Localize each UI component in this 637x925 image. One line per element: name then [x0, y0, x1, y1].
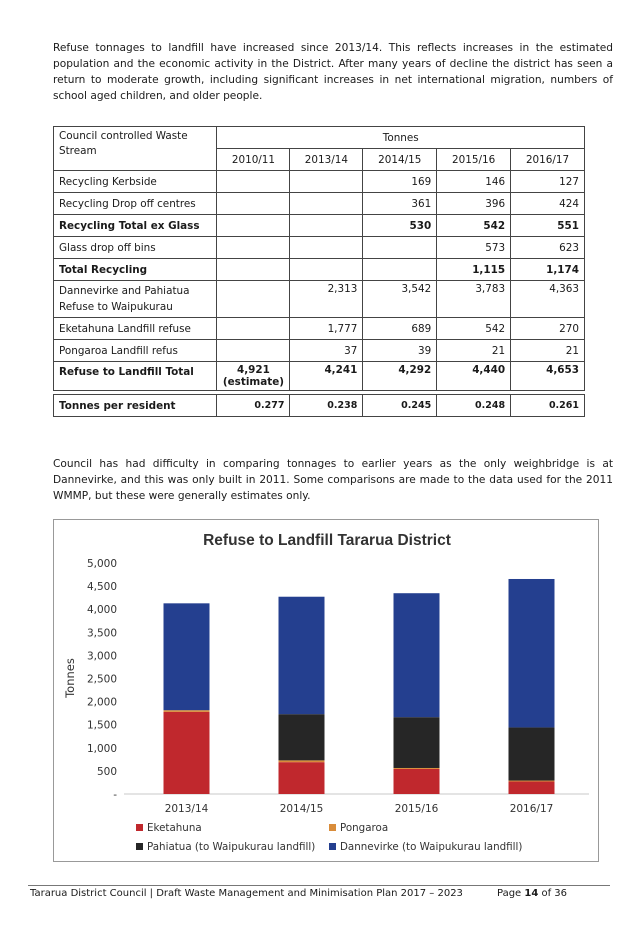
value-cell: 1,174 — [511, 259, 585, 281]
y-tick-label: - — [113, 789, 117, 801]
value-cell: 396 — [437, 193, 511, 215]
value-cell — [217, 362, 290, 391]
stream-header: Council controlled Waste Stream — [54, 127, 217, 171]
bar-segment-pongaroa — [164, 710, 210, 712]
year-header: 2010/11 — [217, 149, 290, 171]
footer-divider — [28, 885, 610, 886]
row-label: Recycling Drop off centres — [54, 193, 217, 215]
value-cell: 3,542 — [363, 281, 437, 318]
value-cell — [217, 193, 290, 215]
bar-segment-pongaroa — [394, 768, 440, 769]
value-cell — [290, 171, 363, 193]
legend-label: Pongaroa — [340, 822, 389, 834]
value-cell: 2,313 — [290, 281, 363, 318]
row-label: Tonnes per resident — [54, 395, 217, 417]
estimate-value: 4,921 — [237, 364, 270, 376]
value-cell: 542 — [437, 215, 511, 237]
row-label: Recycling Total ex Glass — [54, 215, 217, 237]
chart-title: Refuse to Landfill Tararua District — [203, 532, 451, 549]
value-cell — [290, 237, 363, 259]
value-cell — [290, 193, 363, 215]
row-label: Eketahuna Landfill refuse — [54, 318, 217, 340]
x-tick-label: 2013/14 — [164, 803, 209, 815]
value-cell: 623 — [511, 237, 585, 259]
value-cell — [217, 281, 290, 318]
year-header: 2014/15 — [363, 149, 437, 171]
bar-segment-pahiatua — [279, 714, 325, 760]
value-cell: 146 — [437, 171, 511, 193]
tonnes-header: Tonnes — [217, 127, 585, 149]
y-tick-label: 5,000 — [86, 558, 117, 570]
value-cell — [217, 318, 290, 340]
table-row — [54, 193, 585, 215]
value-cell — [363, 259, 437, 281]
table-row — [54, 171, 585, 193]
value-cell — [363, 237, 437, 259]
value-cell: 551 — [511, 215, 585, 237]
refuse-chart — [53, 519, 599, 862]
table-row — [54, 259, 585, 281]
y-tick-label: 1,500 — [86, 719, 117, 732]
value-cell: 3,783 — [437, 281, 511, 318]
table-row — [54, 215, 585, 237]
row-label: Refuse to Landfill Total — [54, 362, 217, 391]
value-cell: 424 — [511, 193, 585, 215]
page-suffix: of 36 — [538, 888, 568, 899]
y-tick-label: 4,500 — [86, 581, 117, 594]
row-label: Glass drop off bins — [54, 237, 217, 259]
value-cell: 0.277 — [217, 395, 290, 417]
value-cell: 361 — [363, 193, 437, 215]
year-header: 2016/17 — [511, 149, 585, 171]
x-tick-label: 2014/15 — [279, 803, 324, 815]
bar-segment-eketahuna — [279, 762, 325, 794]
table-row — [54, 340, 585, 362]
value-cell: 0.238 — [290, 395, 363, 417]
row-label: Pongaroa Landfill refus — [54, 340, 217, 362]
value-cell: 4,363 — [511, 281, 585, 318]
row-label: Dannevirke and Pahiatua Refuse to Waipukurau — [54, 281, 217, 318]
value-cell — [217, 237, 290, 259]
value-cell: 573 — [437, 237, 511, 259]
page-number: 14 — [524, 888, 539, 899]
bar-segment-dannevirke — [164, 603, 210, 710]
footer-title: Tararua District Council | Draft Waste Management and Minimisation Plan 2017 – 2023 — [30, 888, 463, 899]
bar-segment-dannevirke — [279, 597, 325, 714]
value-cell: 4,440 — [437, 362, 511, 391]
bar-segment-pahiatua — [394, 717, 440, 768]
x-tick-label: 2015/16 — [394, 803, 439, 815]
bar-segment-pahiatua — [509, 727, 555, 780]
legend-label: Pahiatua (to Waipukurau landfill) — [147, 841, 316, 853]
page-indicator — [497, 888, 567, 899]
bar-segment-dannevirke — [509, 579, 555, 727]
legend-swatch — [329, 843, 336, 850]
value-cell: 127 — [511, 171, 585, 193]
refuse-chart-svg — [54, 520, 600, 863]
intro-paragraph: Refuse tonnages to landfill have increased since 2013/14. This reflects increases in the estimated population and the economic activity in the District. After many years of decline the district has seen a return to moderate growth, including significant increases in net international migration, numbers of school aged children, and older people. — [53, 42, 613, 102]
table-row — [54, 362, 585, 391]
value-cell: 0.261 — [511, 395, 585, 417]
y-tick-label: 3,500 — [86, 627, 117, 640]
row-label: Recycling Kerbside — [54, 171, 217, 193]
bar-segment-eketahuna — [394, 769, 440, 794]
bar-segment-pongaroa — [279, 760, 325, 762]
value-cell — [217, 215, 290, 237]
y-tick-label: 4,000 — [86, 604, 117, 617]
value-cell: 4,292 — [363, 362, 437, 391]
y-tick-label: 500 — [96, 765, 117, 778]
legend-swatch — [136, 843, 143, 850]
value-cell: 37 — [290, 340, 363, 362]
value-cell: 1,777 — [290, 318, 363, 340]
waste-stream-table — [53, 126, 585, 417]
value-cell: 169 — [363, 171, 437, 193]
value-cell: 21 — [437, 340, 511, 362]
value-cell — [217, 171, 290, 193]
value-cell — [217, 340, 290, 362]
x-tick-label: 2016/17 — [509, 803, 554, 815]
year-header: 2015/16 — [437, 149, 511, 171]
y-tick-label: 1,000 — [86, 742, 117, 755]
legend-swatch — [136, 824, 143, 831]
bar-segment-eketahuna — [164, 712, 210, 794]
value-cell — [290, 215, 363, 237]
row-label: Total Recycling — [54, 259, 217, 281]
y-tick-label: 2,500 — [86, 673, 117, 686]
comparison-paragraph: Council has had difficulty in comparing tonnages to earlier years as the only weighbridge is at Dannevirke, and this was only built in 2011. Some comparisons are made to the data used for the 2011 WMMP, but these were generally estimates only. — [53, 458, 613, 502]
y-tick-label: 2,000 — [86, 696, 117, 709]
table-row — [54, 281, 585, 318]
legend-label: Dannevirke (to Waipukurau landfill) — [340, 841, 523, 853]
legend-swatch — [329, 824, 336, 831]
table-row — [54, 237, 585, 259]
value-cell — [290, 259, 363, 281]
page-prefix: Page — [497, 888, 525, 899]
legend-label: Eketahuna — [147, 822, 202, 834]
table-row — [54, 318, 585, 340]
y-tick-label: 3,000 — [86, 650, 117, 663]
value-cell: 1,115 — [437, 259, 511, 281]
value-cell — [217, 259, 290, 281]
value-cell: 4,653 — [511, 362, 585, 391]
bar-segment-dannevirke — [394, 593, 440, 717]
value-cell: 689 — [363, 318, 437, 340]
value-cell: 0.245 — [363, 395, 437, 417]
value-cell: 0.248 — [437, 395, 511, 417]
value-cell: 39 — [363, 340, 437, 362]
table-row — [54, 395, 585, 417]
bar-segment-eketahuna — [509, 782, 555, 794]
value-cell: 270 — [511, 318, 585, 340]
value-cell: 21 — [511, 340, 585, 362]
value-cell: 530 — [363, 215, 437, 237]
bar-segment-pongaroa — [509, 781, 555, 782]
year-header: 2013/14 — [290, 149, 363, 171]
value-cell: 4,241 — [290, 362, 363, 391]
estimate-note: (estimate) — [222, 376, 284, 388]
value-cell: 542 — [437, 318, 511, 340]
y-axis-label: Tonnes — [63, 658, 77, 698]
